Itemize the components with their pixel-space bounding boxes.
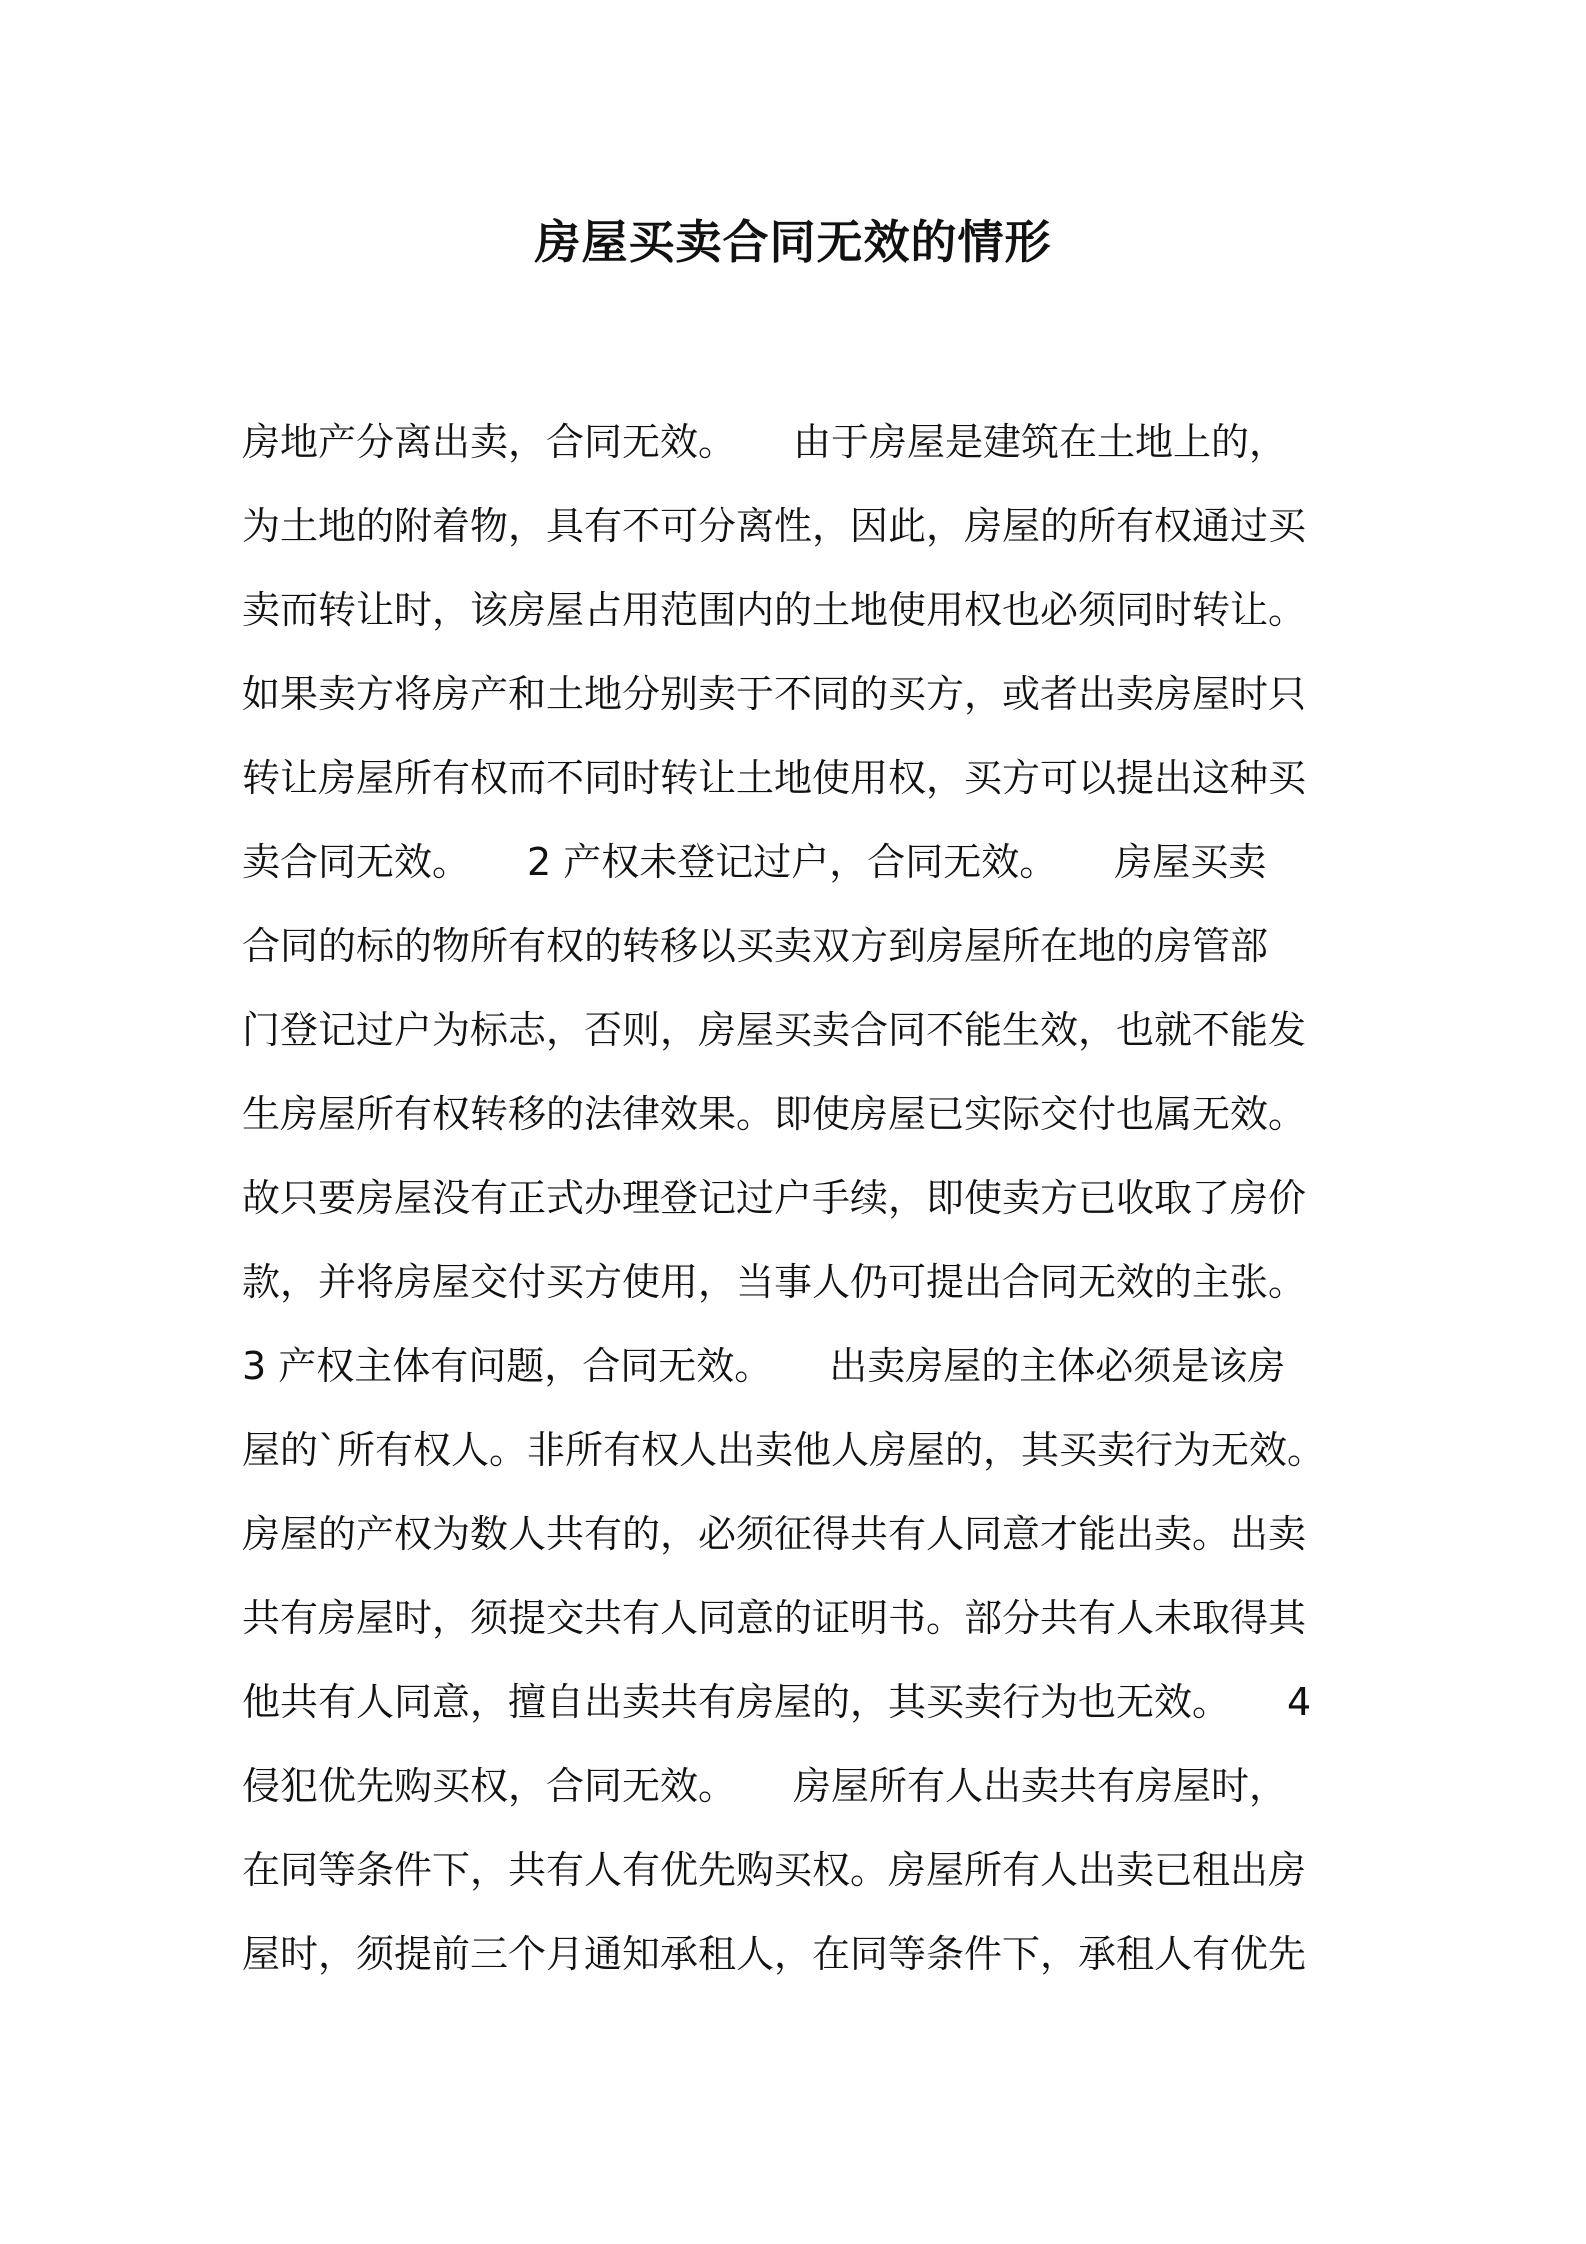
body-line: 生房屋所有权转移的法律效果。即使房屋已实际交付也属无效。: [242, 1092, 1307, 1136]
body-line: 为土地的附着物，具有不可分离性，因此，房屋的所有权通过买: [242, 504, 1307, 548]
body-line: 合同的标的物所有权的转移以买卖双方到房屋所在地的房管部: [242, 924, 1269, 968]
body-line: 侵犯优先购买权，合同无效。 房屋所有人出卖共有房屋时，: [242, 1764, 1288, 1808]
body-line: 屋时，须提前三个月通知承租人，在同等条件下，承租人有优先: [242, 1932, 1307, 1976]
body-line: 共有房屋时，须提交共有人同意的证明书。部分共有人未取得其: [242, 1596, 1307, 1640]
body-line: 转让房屋所有权而不同时转让土地使用权，买方可以提出这种买: [242, 756, 1307, 800]
body-line: 款，并将房屋交付买方使用，当事人仍可提出合同无效的主张。: [242, 1260, 1307, 1304]
body-line: 如果卖方将房产和土地分别卖于不同的买方，或者出卖房屋时只: [242, 672, 1307, 716]
body-line: 3 产权主体有问题，合同无效。 出卖房屋的主体必须是该房: [242, 1344, 1286, 1388]
document-body: [242, 400, 1362, 1996]
body-line: 门登记过户为标志，否则，房屋买卖合同不能生效，也就不能发: [242, 1008, 1307, 1052]
body-line: 故只要房屋没有正式办理登记过户手续，即使卖方已收取了房价: [242, 1176, 1307, 1220]
body-line: 在同等条件下，共有人有优先购买权。房屋所有人出卖已租出房: [242, 1848, 1307, 1892]
document-title: 房屋买卖合同无效的情形: [534, 215, 1052, 269]
body-line: 屋的`所有权人。非所有权人出卖他人房屋的，其买卖行为无效。: [242, 1428, 1326, 1472]
body-line: 他共有人同意，擅自出卖共有房屋的，其买卖行为也无效。 4: [242, 1680, 1312, 1724]
body-line: 房地产分离出卖，合同无效。 由于房屋是建筑在土地上的，: [242, 420, 1288, 464]
body-line: 房屋的产权为数人共有的，必须征得共有人同意才能出卖。出卖: [242, 1512, 1307, 1556]
body-line: 卖而转让时，该房屋占用范围内的土地使用权也必须同时转让。: [242, 588, 1307, 632]
body-line: 卖合同无效。 2 产权未登记过户，合同无效。 房屋买卖: [242, 840, 1267, 884]
